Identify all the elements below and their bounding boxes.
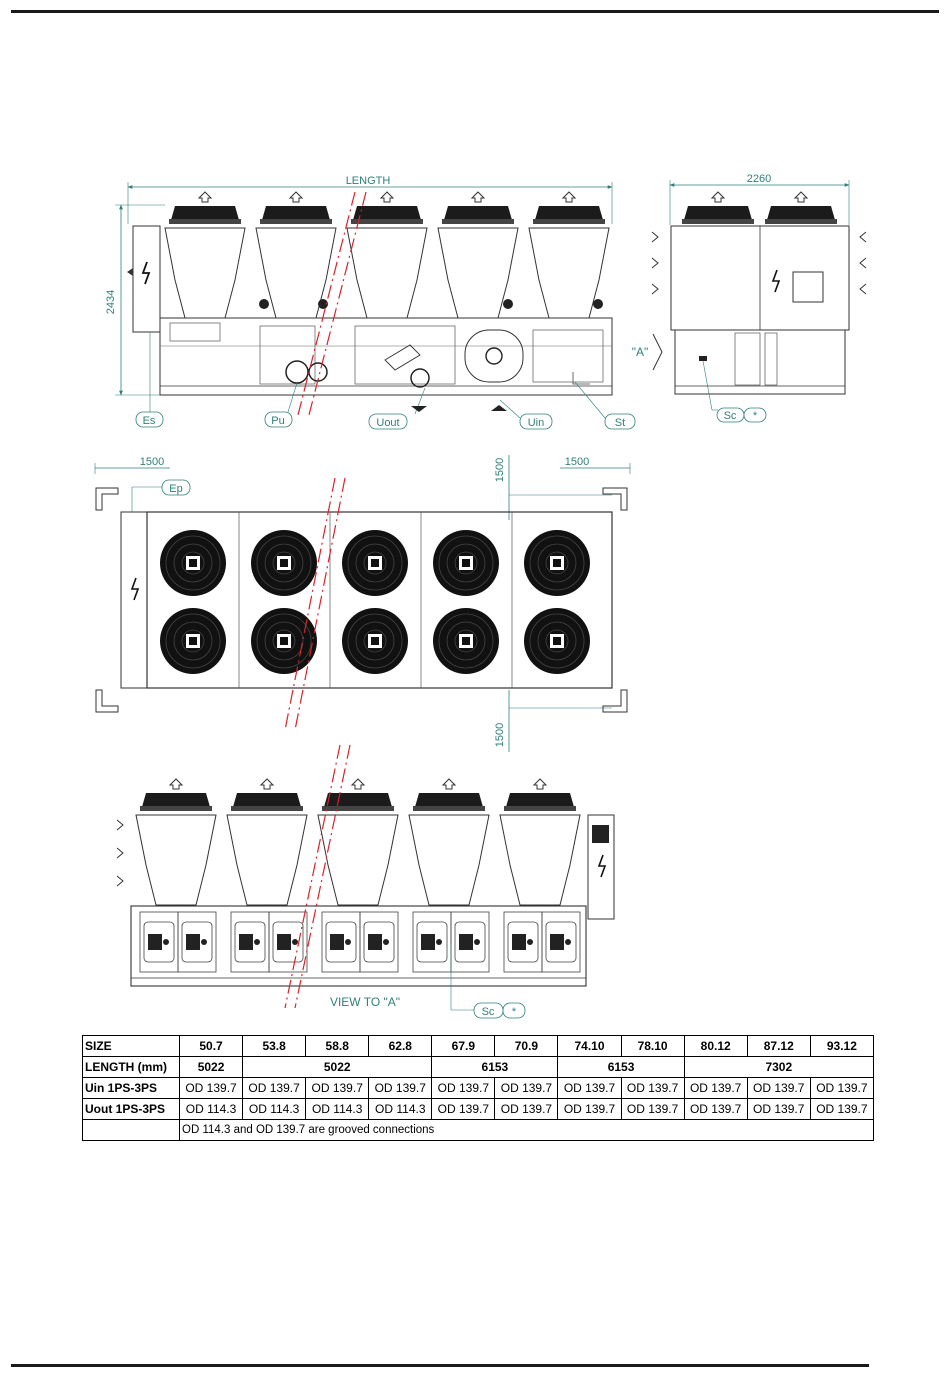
size-cell: 70.9 — [495, 1036, 558, 1057]
uin-cell: OD 139.7 — [684, 1078, 747, 1099]
star-callout-rear: * — [511, 1006, 517, 1018]
uin-cell: OD 139.7 — [558, 1078, 621, 1099]
size-cell: 53.8 — [243, 1036, 306, 1057]
size-cell: 80.12 — [684, 1036, 747, 1057]
uout-cell: OD 114.3 — [180, 1099, 243, 1120]
uin-callout: Uin — [527, 417, 545, 429]
length-cell: 6153 — [558, 1057, 684, 1078]
uin-cell: OD 139.7 — [306, 1078, 369, 1099]
uin-cell: OD 139.7 — [180, 1078, 243, 1099]
size-cell: 74.10 — [558, 1036, 621, 1057]
uin-cell: OD 139.7 — [369, 1078, 432, 1099]
length-cell: 5022 — [180, 1057, 243, 1078]
uin-cell: OD 139.7 — [747, 1078, 810, 1099]
size-row — [83, 1036, 874, 1057]
uout-cell: OD 114.3 — [306, 1099, 369, 1120]
uout-cell: OD 139.7 — [747, 1099, 810, 1120]
uout-cell: OD 139.7 — [558, 1099, 621, 1120]
length-cell: 6153 — [432, 1057, 558, 1078]
front-elevation — [105, 175, 635, 429]
uin-cell: OD 139.7 — [810, 1078, 873, 1099]
connection-note: OD 114.3 and OD 139.7 are grooved connections — [180, 1120, 874, 1141]
clearance-right: 1500 — [564, 456, 590, 468]
width-dimension-label: 2260 — [746, 173, 772, 185]
size-table — [82, 1035, 874, 1141]
size-cell: 93.12 — [810, 1036, 873, 1057]
length-cell: 5022 — [243, 1057, 432, 1078]
size-cell: 58.8 — [306, 1036, 369, 1057]
note-row — [83, 1120, 874, 1141]
bottom-rule — [11, 1364, 869, 1367]
uout-cell: OD 114.3 — [369, 1099, 432, 1120]
uin-cell: OD 139.7 — [243, 1078, 306, 1099]
view-to-a-title: VIEW TO "A" — [329, 995, 401, 1009]
length-cell: 7302 — [684, 1057, 873, 1078]
size-cell: 62.8 — [369, 1036, 432, 1057]
length-dimension-label: LENGTH — [345, 175, 391, 187]
size-cell: 78.10 — [621, 1036, 684, 1057]
side-elevation — [632, 173, 866, 422]
plan-view — [95, 455, 630, 752]
uin-cell: OD 139.7 — [621, 1078, 684, 1099]
size-cell: 50.7 — [180, 1036, 243, 1057]
st-callout: St — [614, 417, 626, 429]
uout-cell: OD 139.7 — [684, 1099, 747, 1120]
size-header: SIZE — [83, 1036, 180, 1057]
rear-elevation — [117, 779, 614, 1018]
ep-callout: Ep — [169, 483, 183, 495]
clearance-left: 1500 — [139, 456, 165, 468]
uin-header: Uin 1PS-3PS — [83, 1078, 180, 1099]
uout-cell: OD 114.3 — [243, 1099, 306, 1120]
clearance-top: 1500 — [494, 457, 506, 483]
uin-cell: OD 139.7 — [495, 1078, 558, 1099]
uout-cell: OD 139.7 — [810, 1099, 873, 1120]
uin-cell: OD 139.7 — [432, 1078, 495, 1099]
uout-cell: OD 139.7 — [432, 1099, 495, 1120]
uout-cell: OD 139.7 — [495, 1099, 558, 1120]
uout-row — [83, 1099, 874, 1120]
uin-row — [83, 1078, 874, 1099]
sc-callout-side: Sc — [723, 410, 737, 422]
es-callout: Es — [142, 415, 156, 427]
view-a-marker: "A" — [631, 345, 649, 359]
note-empty-cell — [83, 1120, 180, 1141]
pu-callout: Pu — [271, 415, 285, 427]
star-callout-side: * — [752, 410, 758, 422]
length-row — [83, 1057, 874, 1078]
size-cell: 67.9 — [432, 1036, 495, 1057]
break-lines — [285, 192, 366, 1008]
height-dimension-label: 2434 — [105, 289, 117, 315]
size-cell: 87.12 — [747, 1036, 810, 1057]
length-header: LENGTH (mm) — [83, 1057, 180, 1078]
uout-cell: OD 139.7 — [621, 1099, 684, 1120]
uout-header: Uout 1PS-3PS — [83, 1099, 180, 1120]
sc-callout-rear: Sc — [481, 1006, 495, 1018]
clearance-bottom: 1500 — [494, 722, 506, 748]
uout-callout: Uout — [376, 417, 400, 429]
